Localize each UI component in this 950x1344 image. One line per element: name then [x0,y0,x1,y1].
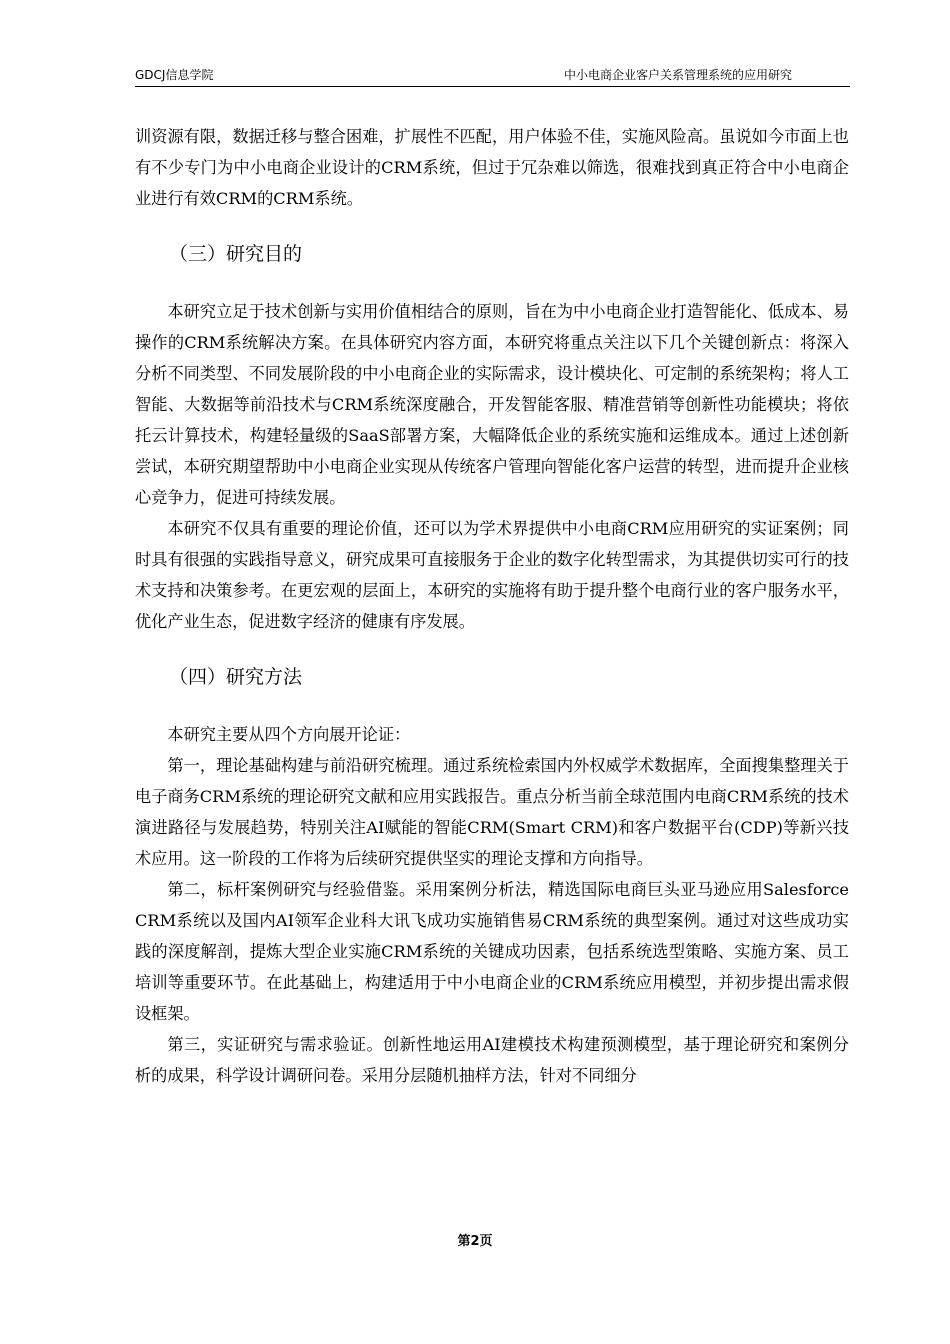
page-number: 第2页 [457,1234,493,1249]
paragraph-methods-2: 第二，标杆案例研究与经验借鉴。采用案例分析法，精选国际电商巨头亚马逊应用Salesforce CRM系统以及国内AI领军企业科大讯飞成功实施销售易CRM系统的典型案例。通过对这些成功实践的深度解剖，提炼大型企业实施CRM系统的关键成功因素，包括系统选型策略、实施方案、员工培训等重要环节。在此基础上，构建适用于中小电商企业的CRM系统应用模型，并初步提出需求假设框架。 [135,880,849,1023]
section-heading-research-methods: （四）研究方法 [169,666,303,688]
header-title: 中小电商企业客户关系管理系统的应用研究 [563,68,792,82]
header-institution: GDCJ信息学院 [135,68,214,82]
page-header [135,67,850,87]
paragraph-methods-3: 第三，实证研究与需求验证。创新性地运用AI建模技术构建预测模型，基于理论研究和案例分析的成果，科学设计调研问卷。采用分层随机抽样方法，针对不同细分 [135,1035,849,1085]
section-heading-research-purpose: （三）研究目的 [169,243,303,265]
body-content [135,121,849,1091]
paragraph-methods-intro: 本研究主要从四个方向展开论证： [167,725,411,744]
paragraph-intro: 训资源有限，数据迁移与整合困难，扩展性不匹配，用户体验不佳，实施风险高。虽说如今市面上也有不少专门为中小电商企业设计的CRM系统，但过于冗杂难以筛选，很难找到真正符合中小电商企业进行有效CRM的CRM系统。 [135,127,849,208]
paragraph-purpose-2: 本研究不仅具有重要的理论价值，还可以为学术界提供中小电商CRM应用研究的实证案例；同时具有很强的实践指导意义，研究成果可直接服务于企业的数字化转型需求，为其提供切实可行的技术支持和决策参考。在更宏观的层面上，本研究的实施将有助于提升整个电商行业的客户服务水平，优化产业生态，促进数字经济的健康有序发展。 [135,519,849,631]
paragraph-methods-1: 第一，理论基础构建与前沿研究梳理。通过系统检索国内外权威学术数据库，全面搜集整理关于电子商务CRM系统的理论研究文献和应用实践报告。重点分析当前全球范围内电商CRM系统的技术演进路径与发展趋势，特别关注AI赋能的智能CRM(Smart CRM)和客户数据平台(CDP)等新兴技术应用。这一阶段的工作将为后续研究提供坚实的理论支撑和方向指导。 [135,756,849,868]
paragraph-purpose-1: 本研究立足于技术创新与实用价值相结合的原则，旨在为中小电商企业打造智能化、低成本、易操作的CRM系统解决方案。在具体研究内容方面，本研究将重点关注以下几个关键创新点：将深入分析不同类型、不同发展阶段的中小电商企业的实际需求，设计模块化、可定制的系统架构；将人工智能、大数据等前沿技术与CRM系统深度融合，开发智能客服、精准营销等创新性功能模块；将依托云计算技术，构建轻量级的SaaS部署方案，大幅降低企业的系统实施和运维成本。通过上述创新尝试，本研究期望帮助中小电商企业实现从传统客户管理向智能化客户运营的转型，进而提升企业核心竞争力，促进可持续发展。 [135,302,849,507]
